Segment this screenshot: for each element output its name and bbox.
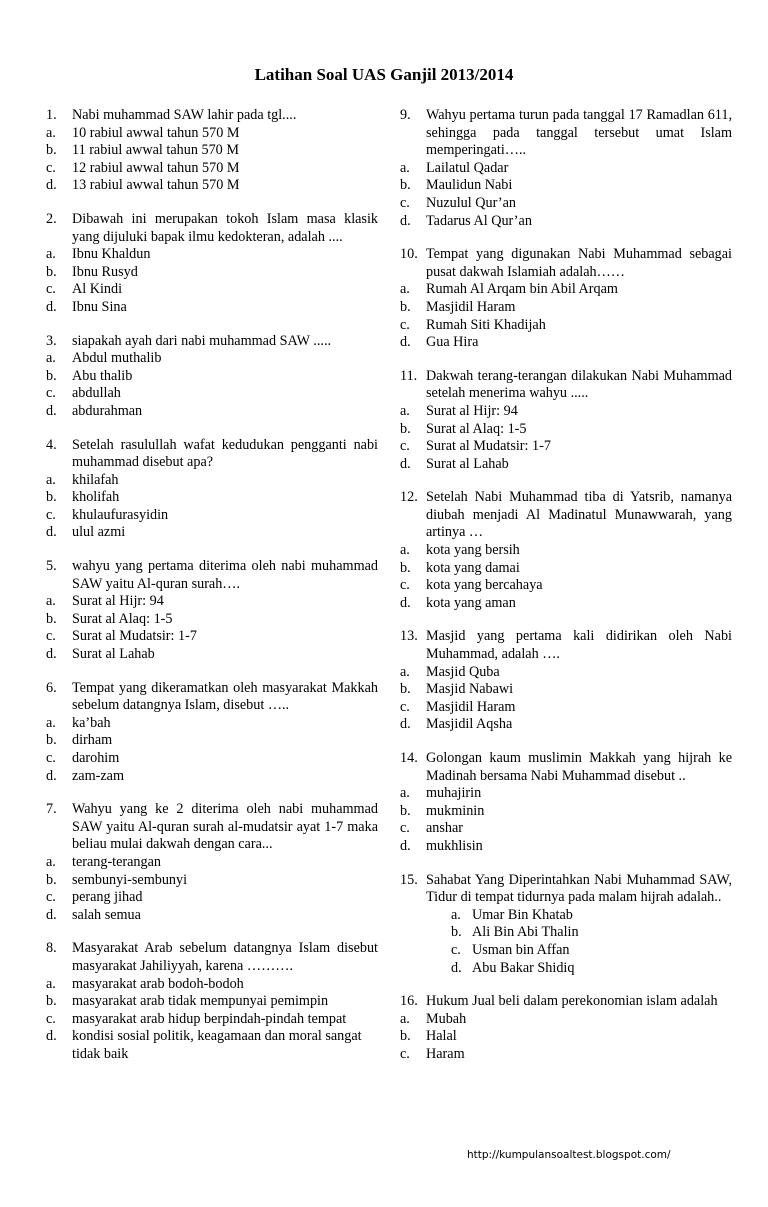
footer-url: http://kumpulansoaltest.blogspot.com/ (467, 1149, 671, 1161)
question-number: 9. (400, 107, 411, 123)
option-letter: c. (400, 194, 410, 211)
option-letter: d. (400, 716, 411, 733)
answer-option (400, 317, 732, 335)
option-text: Rumah Siti Khadijah (426, 316, 546, 333)
question-text: Masjid yang pertama kali didirikan oleh Nabi Muhammad, adalah …. (426, 628, 732, 663)
option-letter: b. (46, 142, 57, 159)
option-letter: b. (400, 420, 411, 437)
answer-option (400, 595, 732, 613)
option-text: Tadarus Al Qur’an (426, 212, 532, 229)
question-stem (46, 437, 378, 472)
answer-option (400, 820, 732, 838)
answer-option (46, 299, 378, 317)
answer-option (400, 299, 732, 317)
option-text: kota yang damai (426, 559, 520, 576)
option-letter: b. (46, 871, 57, 888)
option-text: mukminin (426, 802, 485, 819)
answer-option (46, 472, 378, 490)
question-stem (46, 940, 378, 975)
option-letter: c. (400, 316, 410, 333)
question-number: 6. (46, 679, 57, 696)
answer-option (400, 542, 732, 560)
question-number: 10. (400, 246, 418, 263)
option-text: Rumah Al Arqam bin Abil Arqam (426, 281, 618, 298)
option-letter: c. (46, 281, 56, 298)
option-letter: c. (46, 159, 56, 176)
answer-option (46, 646, 378, 664)
option-text: Masjidil Haram (426, 698, 516, 715)
question-stem (400, 750, 732, 785)
option-text: Usman bin Affan (472, 941, 570, 958)
option-letter: c. (451, 941, 461, 958)
answer-option (400, 403, 732, 421)
option-text: Surat al Mudatsir: 1-7 (72, 628, 197, 645)
option-letter: b. (46, 263, 57, 280)
option-letter: a. (400, 281, 410, 298)
answer-option (400, 716, 732, 734)
option-text: masyarakat arab bodoh-bodoh (72, 975, 244, 992)
answer-option (400, 195, 732, 213)
option-letter: b. (400, 559, 411, 576)
option-text: Halal (426, 1028, 457, 1045)
option-text: Surat al Lahab (72, 646, 155, 663)
option-letter: b. (46, 489, 57, 506)
option-letter: b. (400, 1028, 411, 1045)
option-text: Ibnu Sina (72, 298, 127, 315)
question-stem (400, 872, 732, 907)
option-letter: d. (400, 837, 411, 854)
question-stem (400, 368, 732, 403)
question-text: Wahyu yang ke 2 diterima oleh nabi muhammad SAW yaitu Al-quran surah al-mudatsir ayat 1-7 maka beliau mulai dakwah dengan cara... (72, 801, 378, 853)
answer-option (46, 907, 378, 925)
answer-option (46, 160, 378, 178)
answer-option (400, 281, 732, 299)
option-letter: d. (400, 455, 411, 472)
option-letter: a. (400, 542, 410, 559)
answer-option (46, 628, 378, 646)
question-number: 1. (46, 107, 57, 123)
question-text: Tempat yang digunakan Nabi Muhammad sebagai pusat dakwah Islamiah adalah…… (426, 246, 732, 280)
question-item (46, 801, 378, 924)
option-letter: a. (400, 159, 410, 176)
option-text: Haram (426, 1045, 465, 1062)
answer-option (46, 611, 378, 629)
question-item (400, 872, 732, 978)
question-stem (46, 333, 378, 351)
answer-option (46, 125, 378, 143)
answer-option (46, 177, 378, 195)
answer-option (400, 924, 732, 942)
right-column (400, 107, 732, 1080)
question-item (400, 750, 732, 856)
question-stem (46, 801, 378, 854)
option-text: Surat al Hijr: 94 (426, 402, 518, 419)
option-letter: a. (400, 785, 410, 802)
option-letter: b. (46, 610, 57, 627)
question-number: 3. (46, 332, 57, 349)
option-letter: a. (400, 663, 410, 680)
question-text: wahyu yang pertama diterima oleh nabi muhammad SAW yaitu Al-quran surah…. (72, 558, 378, 592)
option-letter: b. (400, 177, 411, 194)
option-text: Masjid Nabawi (426, 681, 514, 698)
option-text: Masjidil Haram (426, 298, 516, 315)
option-text: mukhlisin (426, 837, 483, 854)
question-item (46, 558, 378, 664)
option-text: sembunyi-sembunyi (72, 871, 188, 888)
option-text: 13 rabiul awwal tahun 570 M (72, 177, 240, 194)
question-stem (46, 680, 378, 715)
answer-option (400, 960, 732, 978)
answer-option (46, 350, 378, 368)
answer-option (400, 1011, 732, 1029)
answer-option (46, 507, 378, 525)
answer-option (46, 246, 378, 264)
question-number: 2. (46, 210, 57, 227)
option-letter: a. (46, 714, 56, 731)
question-item (400, 489, 732, 612)
answer-option (46, 524, 378, 542)
option-letter: d. (400, 212, 411, 229)
option-letter: d. (46, 1028, 57, 1045)
option-letter: c. (400, 577, 410, 594)
answer-option (400, 681, 732, 699)
option-letter: a. (46, 350, 56, 367)
option-letter: b. (46, 367, 57, 384)
question-item (400, 246, 732, 352)
option-text: terang-terangan (72, 853, 162, 870)
question-number: 7. (46, 801, 57, 818)
option-text: Abu Bakar Shidiq (472, 959, 575, 976)
question-text: Dibawah ini merupakan tokoh Islam masa klasik yang dijuluki bapak ilmu kedokteran, adalah .... (72, 210, 378, 245)
option-text: Masjidil Aqsha (426, 716, 513, 733)
question-text: Masyarakat Arab sebelum datangnya Islam disebut masyarakat Jahiliyyah, karena ………. (72, 940, 378, 974)
option-letter: b. (400, 802, 411, 819)
option-letter: d. (46, 402, 57, 419)
question-number: 15. (400, 871, 418, 888)
question-item (46, 211, 378, 317)
answer-option (400, 560, 732, 578)
option-letter: a. (46, 593, 56, 610)
question-number: 16. (400, 993, 418, 1010)
option-text: darohim (72, 750, 120, 766)
option-letter: a. (46, 124, 56, 141)
question-number: 8. (46, 940, 57, 957)
option-text: masyarakat arab tidak mempunyai pemimpin (72, 993, 329, 1010)
option-letter: a. (400, 1010, 410, 1027)
question-text: Tempat yang dikeramatkan oleh masyarakat Makkah sebelum datangnya Islam, disebut ….. (72, 679, 378, 714)
option-text: ka’bah (72, 714, 111, 731)
answer-option (46, 715, 378, 733)
option-letter: d. (46, 524, 57, 541)
answer-option (400, 838, 732, 856)
question-item (46, 107, 378, 195)
question-item (46, 333, 378, 421)
answer-option (46, 403, 378, 421)
option-letter: b. (46, 993, 57, 1010)
option-text: Maulidun Nabi (426, 177, 513, 194)
answer-option (46, 489, 378, 507)
option-text: ulul azmi (72, 524, 126, 541)
option-text: Surat al Hijr: 94 (72, 593, 164, 610)
option-letter: a. (400, 402, 410, 419)
option-text: Surat al Alaq: 1-5 (72, 610, 173, 627)
option-letter: c. (400, 820, 410, 837)
option-letter: b. (46, 732, 57, 749)
answer-option (46, 872, 378, 890)
option-letter: d. (46, 906, 57, 923)
question-number: 14. (400, 750, 418, 766)
answer-option (400, 438, 732, 456)
option-letter: a. (46, 975, 56, 992)
question-stem (46, 558, 378, 593)
question-text: Setelah rasulullah wafat kedudukan pengganti nabi muhammad disebut apa? (72, 436, 378, 471)
answer-option (400, 421, 732, 439)
question-item (46, 940, 378, 1063)
answer-option (46, 593, 378, 611)
option-text: Ibnu Khaldun (72, 246, 151, 263)
question-number: 12. (400, 489, 418, 506)
option-text: kota yang bercahaya (426, 577, 543, 594)
answer-option (46, 1028, 378, 1063)
question-text: Golongan kaum muslimin Makkah yang hijrah ke Madinah bersama Nabi Muhammad disebut .. (426, 750, 732, 784)
option-letter: c. (46, 628, 56, 645)
option-text: anshar (426, 820, 464, 837)
question-stem (400, 246, 732, 281)
question-text: Setelah Nabi Muhammad tiba di Yatsrib, namanya diubah menjadi Al Madinatul Munawwarah, yang artinya … (426, 489, 732, 541)
option-text: abdurahman (72, 402, 143, 419)
question-item (46, 437, 378, 543)
question-item (400, 993, 732, 1063)
question-stem (46, 211, 378, 246)
answer-option (46, 385, 378, 403)
question-number: 13. (400, 628, 418, 645)
option-letter: c. (46, 889, 56, 906)
answer-option (400, 699, 732, 717)
option-text: Ali Bin Abi Thalin (472, 924, 579, 941)
option-letter: b. (451, 924, 462, 941)
option-text: 10 rabiul awwal tahun 570 M (72, 124, 240, 141)
question-stem (400, 993, 732, 1011)
option-text: 12 rabiul awwal tahun 570 M (72, 159, 240, 176)
option-letter: a. (46, 853, 56, 870)
option-letter: c. (46, 750, 56, 766)
option-text: khilafah (72, 471, 119, 488)
option-text: Nuzulul Qur’an (426, 194, 516, 211)
question-text: Sahabat Yang Diperintahkan Nabi Muhammad SAW, Tidur di tempat tidurnya pada malam hijrah adalah.. (426, 871, 732, 906)
option-letter: d. (400, 334, 411, 351)
answer-option (400, 213, 732, 231)
option-letter: a. (46, 246, 56, 263)
answer-option (46, 281, 378, 299)
answer-option (400, 1046, 732, 1064)
option-text: masyarakat arab hidup berpindah-pindah tempat (72, 1010, 347, 1027)
answer-option (400, 664, 732, 682)
option-text: salah semua (72, 906, 141, 923)
answer-option (400, 803, 732, 821)
option-text: Gua Hira (426, 334, 479, 351)
question-text: siapakah ayah dari nabi muhammad SAW ..... (72, 332, 332, 349)
option-text: Surat al Lahab (426, 455, 509, 472)
option-letter: a. (46, 471, 56, 488)
option-text: Umar Bin Khatab (472, 906, 573, 923)
option-letter: d. (46, 646, 57, 663)
left-column (46, 107, 378, 1080)
option-text: abdullah (72, 385, 121, 402)
question-stem (400, 489, 732, 542)
answer-option (400, 907, 732, 925)
question-number: 5. (46, 558, 57, 575)
question-text: Wahyu pertama turun pada tanggal 17 Ramadlan 611, sehingga pada tanggal tersebut umat Islam memperingati….. (426, 107, 732, 159)
question-item (400, 107, 732, 230)
option-letter: b. (400, 298, 411, 315)
option-letter: d. (46, 177, 57, 194)
answer-option (400, 577, 732, 595)
option-text: dirham (72, 732, 113, 749)
option-text: zam-zam (72, 767, 124, 784)
answer-option (46, 854, 378, 872)
question-stem (400, 107, 732, 160)
option-letter: d. (46, 767, 57, 784)
question-text: Dakwah terang-terangan dilakukan Nabi Muhammad setelah menerima wahyu ..... (426, 367, 732, 402)
option-text: kota yang aman (426, 594, 516, 611)
option-text: Abdul muthalib (72, 350, 162, 367)
option-letter: c. (400, 1045, 410, 1062)
question-item (400, 628, 732, 734)
option-text: khulaufurasyidin (72, 506, 169, 523)
question-text: Nabi muhammad SAW lahir pada tgl.... (72, 107, 297, 123)
answer-option (46, 993, 378, 1011)
question-number: 11. (400, 367, 418, 384)
option-text: Surat al Alaq: 1-5 (426, 420, 527, 437)
option-letter: c. (400, 438, 410, 455)
answer-option (400, 177, 732, 195)
option-letter: d. (46, 298, 57, 315)
option-letter: a. (451, 906, 461, 923)
answer-option (46, 1011, 378, 1029)
option-text: perang jihad (72, 889, 143, 906)
question-item (46, 680, 378, 786)
answer-option (400, 334, 732, 352)
option-letter: c. (46, 506, 56, 523)
option-letter: c. (400, 698, 410, 715)
option-text: kholifah (72, 489, 120, 506)
option-text: Ibnu Rusyd (72, 263, 138, 280)
option-letter: c. (46, 1010, 56, 1027)
answer-option (400, 160, 732, 178)
answer-option (46, 368, 378, 386)
option-text: Masjid Quba (426, 663, 500, 680)
page-title: Latihan Soal UAS Ganjil 2013/2014 (254, 65, 514, 84)
answer-option (46, 976, 378, 994)
answer-option (46, 768, 378, 786)
option-letter: d. (400, 594, 411, 611)
option-text: Lailatul Qadar (426, 159, 509, 176)
answer-option (46, 732, 378, 750)
option-text: Surat al Mudatsir: 1-7 (426, 438, 551, 455)
answer-option (46, 889, 378, 907)
question-stem (400, 628, 732, 663)
option-text: Mubah (426, 1010, 467, 1027)
answer-option (46, 750, 378, 768)
question-text: Hukum Jual beli dalam perekonomian islam adalah (426, 993, 718, 1010)
question-stem (46, 107, 378, 125)
answer-option (400, 942, 732, 960)
answer-option (46, 142, 378, 160)
answer-option (46, 264, 378, 282)
answer-option (400, 456, 732, 474)
question-number: 4. (46, 436, 57, 453)
option-text: Al Kindi (72, 281, 123, 298)
option-text: kondisi sosial politik, keagamaan dan moral sangat tidak baik (72, 1028, 362, 1062)
option-letter: c. (46, 385, 56, 402)
answer-option (400, 1028, 732, 1046)
option-text: muhajirin (426, 785, 482, 802)
option-text: 11 rabiul awwal tahun 570 M (72, 142, 239, 159)
answer-option (400, 785, 732, 803)
option-text: Abu thalib (72, 367, 133, 384)
question-item (400, 368, 732, 474)
option-text: kota yang bersih (426, 542, 520, 559)
option-letter: d. (451, 959, 462, 976)
option-letter: b. (400, 681, 411, 698)
